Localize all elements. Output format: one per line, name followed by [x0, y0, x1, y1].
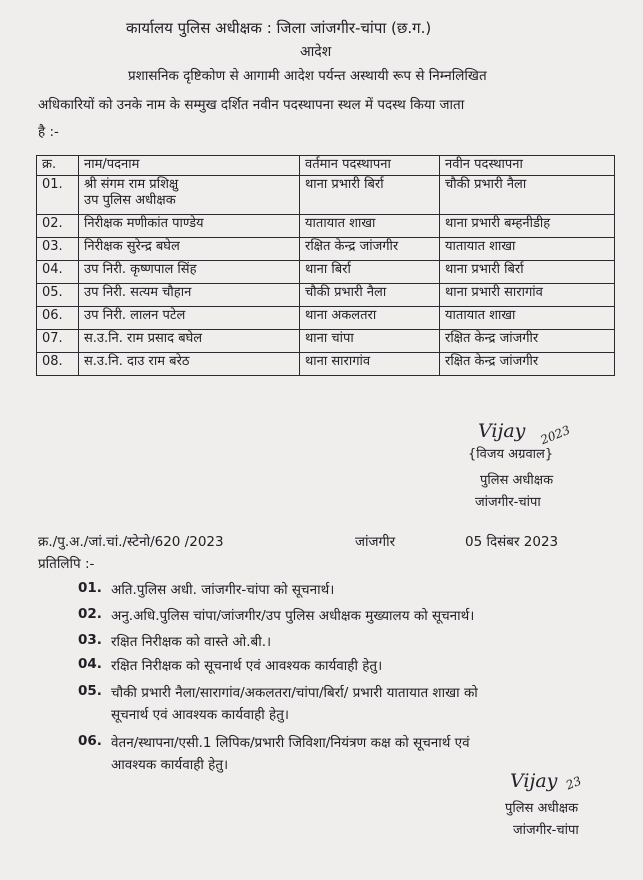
table-row [37, 307, 615, 330]
row-name [79, 176, 300, 215]
row-new-posting: थाना प्रभारी बिर्रा [440, 261, 615, 284]
copy-item-text: चौकी प्रभारी नैला/सारागांव/अकलतरा/चांपा/बिर्रा/ प्रभारी यातायात शाखा को [111, 685, 478, 701]
row-name: उप निरी. लालन पटेल [79, 307, 300, 330]
signatory-name: {विजय अग्रवाल} [468, 447, 554, 462]
row-name: निरीक्षक मणीकांत पाण्डेय [79, 215, 300, 238]
row-name: स.उ.नि. दाउ राम बरेठ [79, 353, 300, 376]
office-title: कार्यालय पुलिस अधीक्षक : जिला जांजगीर-चांपा (छ.ग.) [126, 19, 432, 37]
signature-scrawl: Vijay [478, 420, 526, 442]
copy-item-number: 04. [78, 656, 102, 672]
row-current-posting: थाना प्रभारी बिर्रा [300, 176, 440, 215]
row-current-posting: थाना अकलतरा [300, 307, 440, 330]
row-name: उप निरी. सत्यम चौहान [79, 284, 300, 307]
copy-item-number: 03. [78, 632, 102, 648]
row-sno: 07. [37, 330, 79, 353]
row-current-posting: चौकी प्रभारी नैला [300, 284, 440, 307]
reference-number: क्र./पु.अ./जां.चां./स्टेनो/620 /2023 [38, 534, 224, 550]
table-row [37, 261, 615, 284]
row-new-posting: चौकी प्रभारी नैला [440, 176, 615, 215]
row-new-posting: थाना प्रभारी सारागांव [440, 284, 615, 307]
copy-item-number: 06. [78, 733, 102, 749]
row-name-line1: श्री संगम राम प्रशिक्षु [84, 177, 179, 192]
row-sno: 01. [37, 176, 79, 215]
row-new-posting: थाना प्रभारी बम्हनीडीह [440, 215, 615, 238]
table-row [37, 176, 615, 215]
copy-item-text-cont: आवश्यक कार्यवाही हेतु। [111, 757, 229, 773]
row-sno: 05. [37, 284, 79, 307]
copy-item-text: अति.पुलिस अधी. जांजगीर-चांपा को सूचनार्थ। [111, 582, 335, 598]
copy-item-number: 05. [78, 683, 102, 699]
copy-item-text: रक्षित निरीक्षक को वास्ते ओ.बी.। [111, 634, 272, 650]
copy-item-number: 02. [78, 606, 102, 622]
row-new-posting: रक्षित केन्द्र जांजगीर [440, 353, 615, 376]
signatory-designation: पुलिस अधीक्षक [505, 801, 579, 816]
signatory-location: जांजगीर-चांपा [513, 823, 579, 838]
copy-item-number: 01. [78, 580, 102, 596]
row-current-posting: थाना सारागांव [300, 353, 440, 376]
signature-year: 2023 [538, 422, 573, 448]
row-new-posting: यातायात शाखा [440, 238, 615, 261]
signature-scrawl: Vijay [510, 770, 558, 792]
header-current-posting: वर्तमान पदस्थापना [300, 156, 440, 176]
copy-heading: प्रतिलिपि :- [38, 556, 95, 572]
copy-item-text: अनु.अधि.पुलिस चांपा/जांजगीर/उप पुलिस अधीक्षक मुख्यालय को सूचनार्थ। [111, 608, 475, 624]
table-row [37, 330, 615, 353]
row-name-line2: उप पुलिस अधीक्षक [84, 193, 176, 208]
row-sno: 06. [37, 307, 79, 330]
row-current-posting: रक्षित केन्द्र जांजगीर [300, 238, 440, 261]
row-new-posting: रक्षित केन्द्र जांजगीर [440, 330, 615, 353]
signature-year: 23 [563, 773, 584, 793]
reference-date: 05 दिसंबर 2023 [465, 534, 559, 550]
intro-line-1: प्रशासनिक दृष्टिकोण से आगामी आदेश पर्यन्त अस्थायी रूप से निम्नलिखित [128, 68, 487, 84]
intro-line-2: अधिकारियों को उनके नाम के सम्मुख दर्शित नवीन पदस्थापना स्थल में पदस्थ किया जाता [38, 97, 465, 113]
table-header-row [37, 156, 615, 176]
reference-place: जांजगीर [355, 534, 396, 550]
row-name: उप निरी. कृष्णपाल सिंह [79, 261, 300, 284]
row-name: निरीक्षक सुरेन्द्र बघेल [79, 238, 300, 261]
header-sno: क्र. [37, 156, 79, 176]
signatory-designation: पुलिस अधीक्षक [480, 473, 554, 488]
row-current-posting: यातायात शाखा [300, 215, 440, 238]
table-row [37, 284, 615, 307]
header-new-posting: नवीन पदस्थापना [440, 156, 615, 176]
row-sno: 03. [37, 238, 79, 261]
row-sno: 04. [37, 261, 79, 284]
row-sno: 02. [37, 215, 79, 238]
row-sno: 08. [37, 353, 79, 376]
row-new-posting: यातायात शाखा [440, 307, 615, 330]
order-heading: आदेश [300, 44, 332, 60]
copy-item-text: वेतन/स्थापना/एसी.1 लिपिक/प्रभारी जिविशा/नियंत्रण कक्ष को सूचनार्थ एवं [111, 735, 470, 751]
intro-line-3: है :- [38, 124, 59, 140]
row-current-posting: थाना बिर्रा [300, 261, 440, 284]
copy-item-text-cont: सूचनार्थ एवं आवश्यक कार्यवाही हेतु। [111, 707, 290, 723]
row-current-posting: थाना चांपा [300, 330, 440, 353]
copy-item-text: रक्षित निरीक्षक को सूचनार्थ एवं आवश्यक कार्यवाही हेतु। [111, 658, 383, 674]
table-row [37, 353, 615, 376]
table-row [37, 238, 615, 261]
signatory-location: जांजगीर-चांपा [475, 495, 541, 510]
row-name: स.उ.नि. राम प्रसाद बघेल [79, 330, 300, 353]
header-name: नाम/पदनाम [79, 156, 300, 176]
table-row [37, 215, 615, 238]
posting-table [36, 155, 615, 376]
